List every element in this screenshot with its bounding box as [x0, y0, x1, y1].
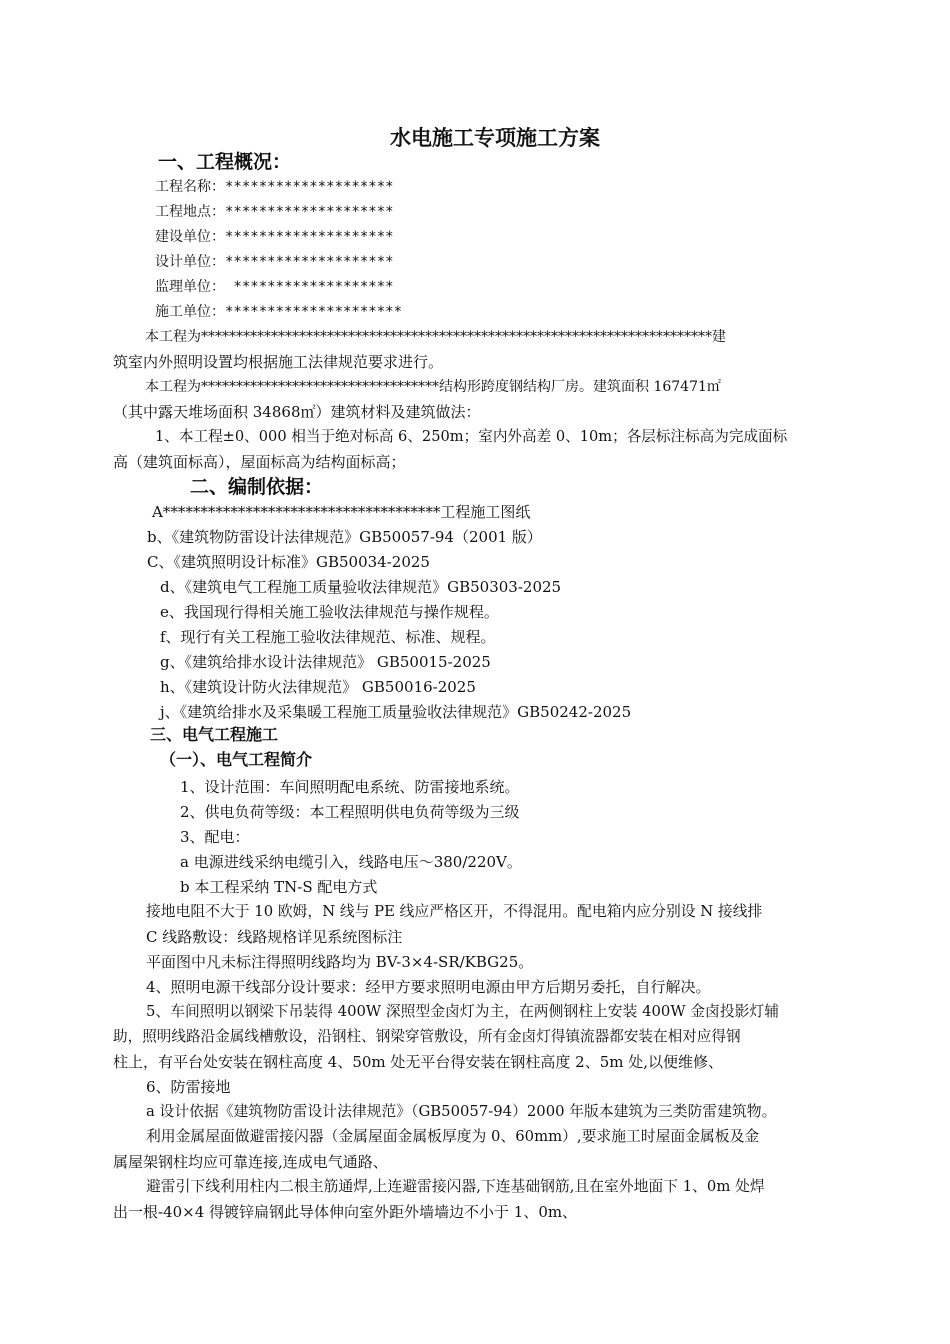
list-item: j、《建筑给排水及采集暖工程施工质量验收法律规范》GB50242-2025 — [160, 703, 632, 721]
paragraph-line: 柱上，有平台处安装在钢柱高度 4、50m 处无平台得安装在钢柱高度 2、5m 处,以便维修、 — [113, 1053, 724, 1071]
paragraph-line: 利用金属屋面做避雷接闪器（金属屋面金属板厚度为 0、60mm）,要求施工时屋面金属板及金 — [146, 1128, 760, 1145]
paragraph-line: 1、本工程±0、000 相当于绝对标高 6、250m；室内外高差 0、10m；各层标注标高为完成面标 — [155, 428, 788, 445]
field-designer: 设计单位：******************** — [155, 254, 394, 270]
paragraph-line: 筑室内外照明设置均根据施工法律规范要求进行。 — [113, 353, 444, 371]
paragraph-line: 本工程为**********************************结构形跨度钢结构厂房。建筑面积 167471㎡ — [145, 379, 721, 395]
field-owner: 建设单位：******************** — [155, 229, 394, 245]
paragraph-line: 本工程为*************************************************************************建 — [145, 329, 726, 345]
paragraph-line: 属屋架钢柱均应可靠连接,连成电气通路、 — [113, 1153, 388, 1171]
paragraph-line: 助，照明线路沿金属线槽敷设，沿钢柱、钢梁穿管敷设，所有金卤灯得镇流器都安装在相对应得钢 — [113, 1028, 741, 1045]
section-heading-overview: 一、工程概况： — [158, 151, 292, 173]
paragraph-line: 避雷引下线利用柱内二根主筋通焊,上连避雷接闪器,下连基础钢筋,且在室外地面下 1、0m 处焊 — [146, 1178, 765, 1195]
subsection-heading-electrical-intro: （一）、电气工程简介 — [160, 750, 313, 769]
list-item: h、《建筑设计防火法律规范》 GB50016-2025 — [160, 678, 476, 696]
list-item: e、我国现行得相关施工验收法律规范与操作规程。 — [160, 603, 499, 621]
paragraph-line: 6、防雷接地 — [146, 1078, 231, 1096]
paragraph-line: b 本工程采纳 TN-S 配电方式 — [180, 878, 378, 896]
paragraph-line: C 线路敷设：线路规格详见系统图标注 — [146, 928, 403, 946]
field-contractor: 施工单位：********************* — [155, 304, 403, 320]
list-item: d、《建筑电气工程施工质量验收法律规范》GB50303-2025 — [160, 578, 562, 596]
field-project-location: 工程地点：******************** — [155, 204, 394, 220]
paragraph-line: 平面图中凡未标注得照明线路均为 BV-3×4-SR/KBG25。 — [146, 953, 534, 971]
list-item: g、《建筑给排水设计法律规范》 GB50015-2025 — [160, 653, 491, 671]
list-item: A*************************************工程施工图纸 — [152, 503, 531, 521]
section-heading-electrical: 三、电气工程施工 — [150, 725, 279, 744]
paragraph-line: （其中露天堆场面积 34868㎡）建筑材料及建筑做法： — [113, 403, 481, 421]
list-item: C、《建筑照明设计标准》GB50034-2025 — [147, 553, 430, 571]
paragraph-line: a 设计依据《建筑物防雷设计法律规范》（GB50057-94）2000 年版本建筑为三类防雷建筑物。 — [146, 1103, 777, 1120]
paragraph-line: 出一根-40×4 得镀锌扁钢此导体伸向室外距外墙墙边不小于 1、0m、 — [113, 1203, 578, 1221]
field-supervisor: 监理单位： ******************* — [155, 279, 394, 295]
paragraph-line: 2、供电负荷等级：本工程照明供电负荷等级为三级 — [180, 803, 520, 821]
page-title: 水电施工专项施工方案 — [390, 126, 600, 150]
paragraph-line: a 电源进线采纳电缆引入，线路电压～380/220V。 — [180, 853, 522, 871]
paragraph-line: 1、设计范围：车间照明配电系统、防雷接地系统。 — [180, 778, 520, 796]
list-item: b、《建筑物防雷设计法律规范》GB50057-94（2001 版） — [147, 528, 542, 546]
paragraph-line: 3、配电： — [180, 828, 250, 846]
paragraph-line: 5、车间照明以钢梁下吊装得 400W 深照型金卤灯为主，在两侧钢柱上安装 400W 金卤投影灯辅 — [146, 1003, 780, 1020]
section-heading-basis: 二、编制依据： — [190, 476, 324, 498]
paragraph-line: 接地电阻不大于 10 欧姆，N 线与 PE 线应严格区开，不得混用。配电箱内应分别设 N 接线排 — [146, 903, 763, 920]
paragraph-line: 高（建筑面标高），屋面标高为结构面标高； — [113, 453, 406, 471]
paragraph-line: 4、照明电源干线部分设计要求：经甲方要求照明电源由甲方后期另委托，自行解决。 — [146, 978, 711, 996]
list-item: f、现行有关工程施工验收法律规范、标准、规程。 — [160, 628, 496, 646]
field-project-name: 工程名称：******************** — [155, 179, 394, 195]
